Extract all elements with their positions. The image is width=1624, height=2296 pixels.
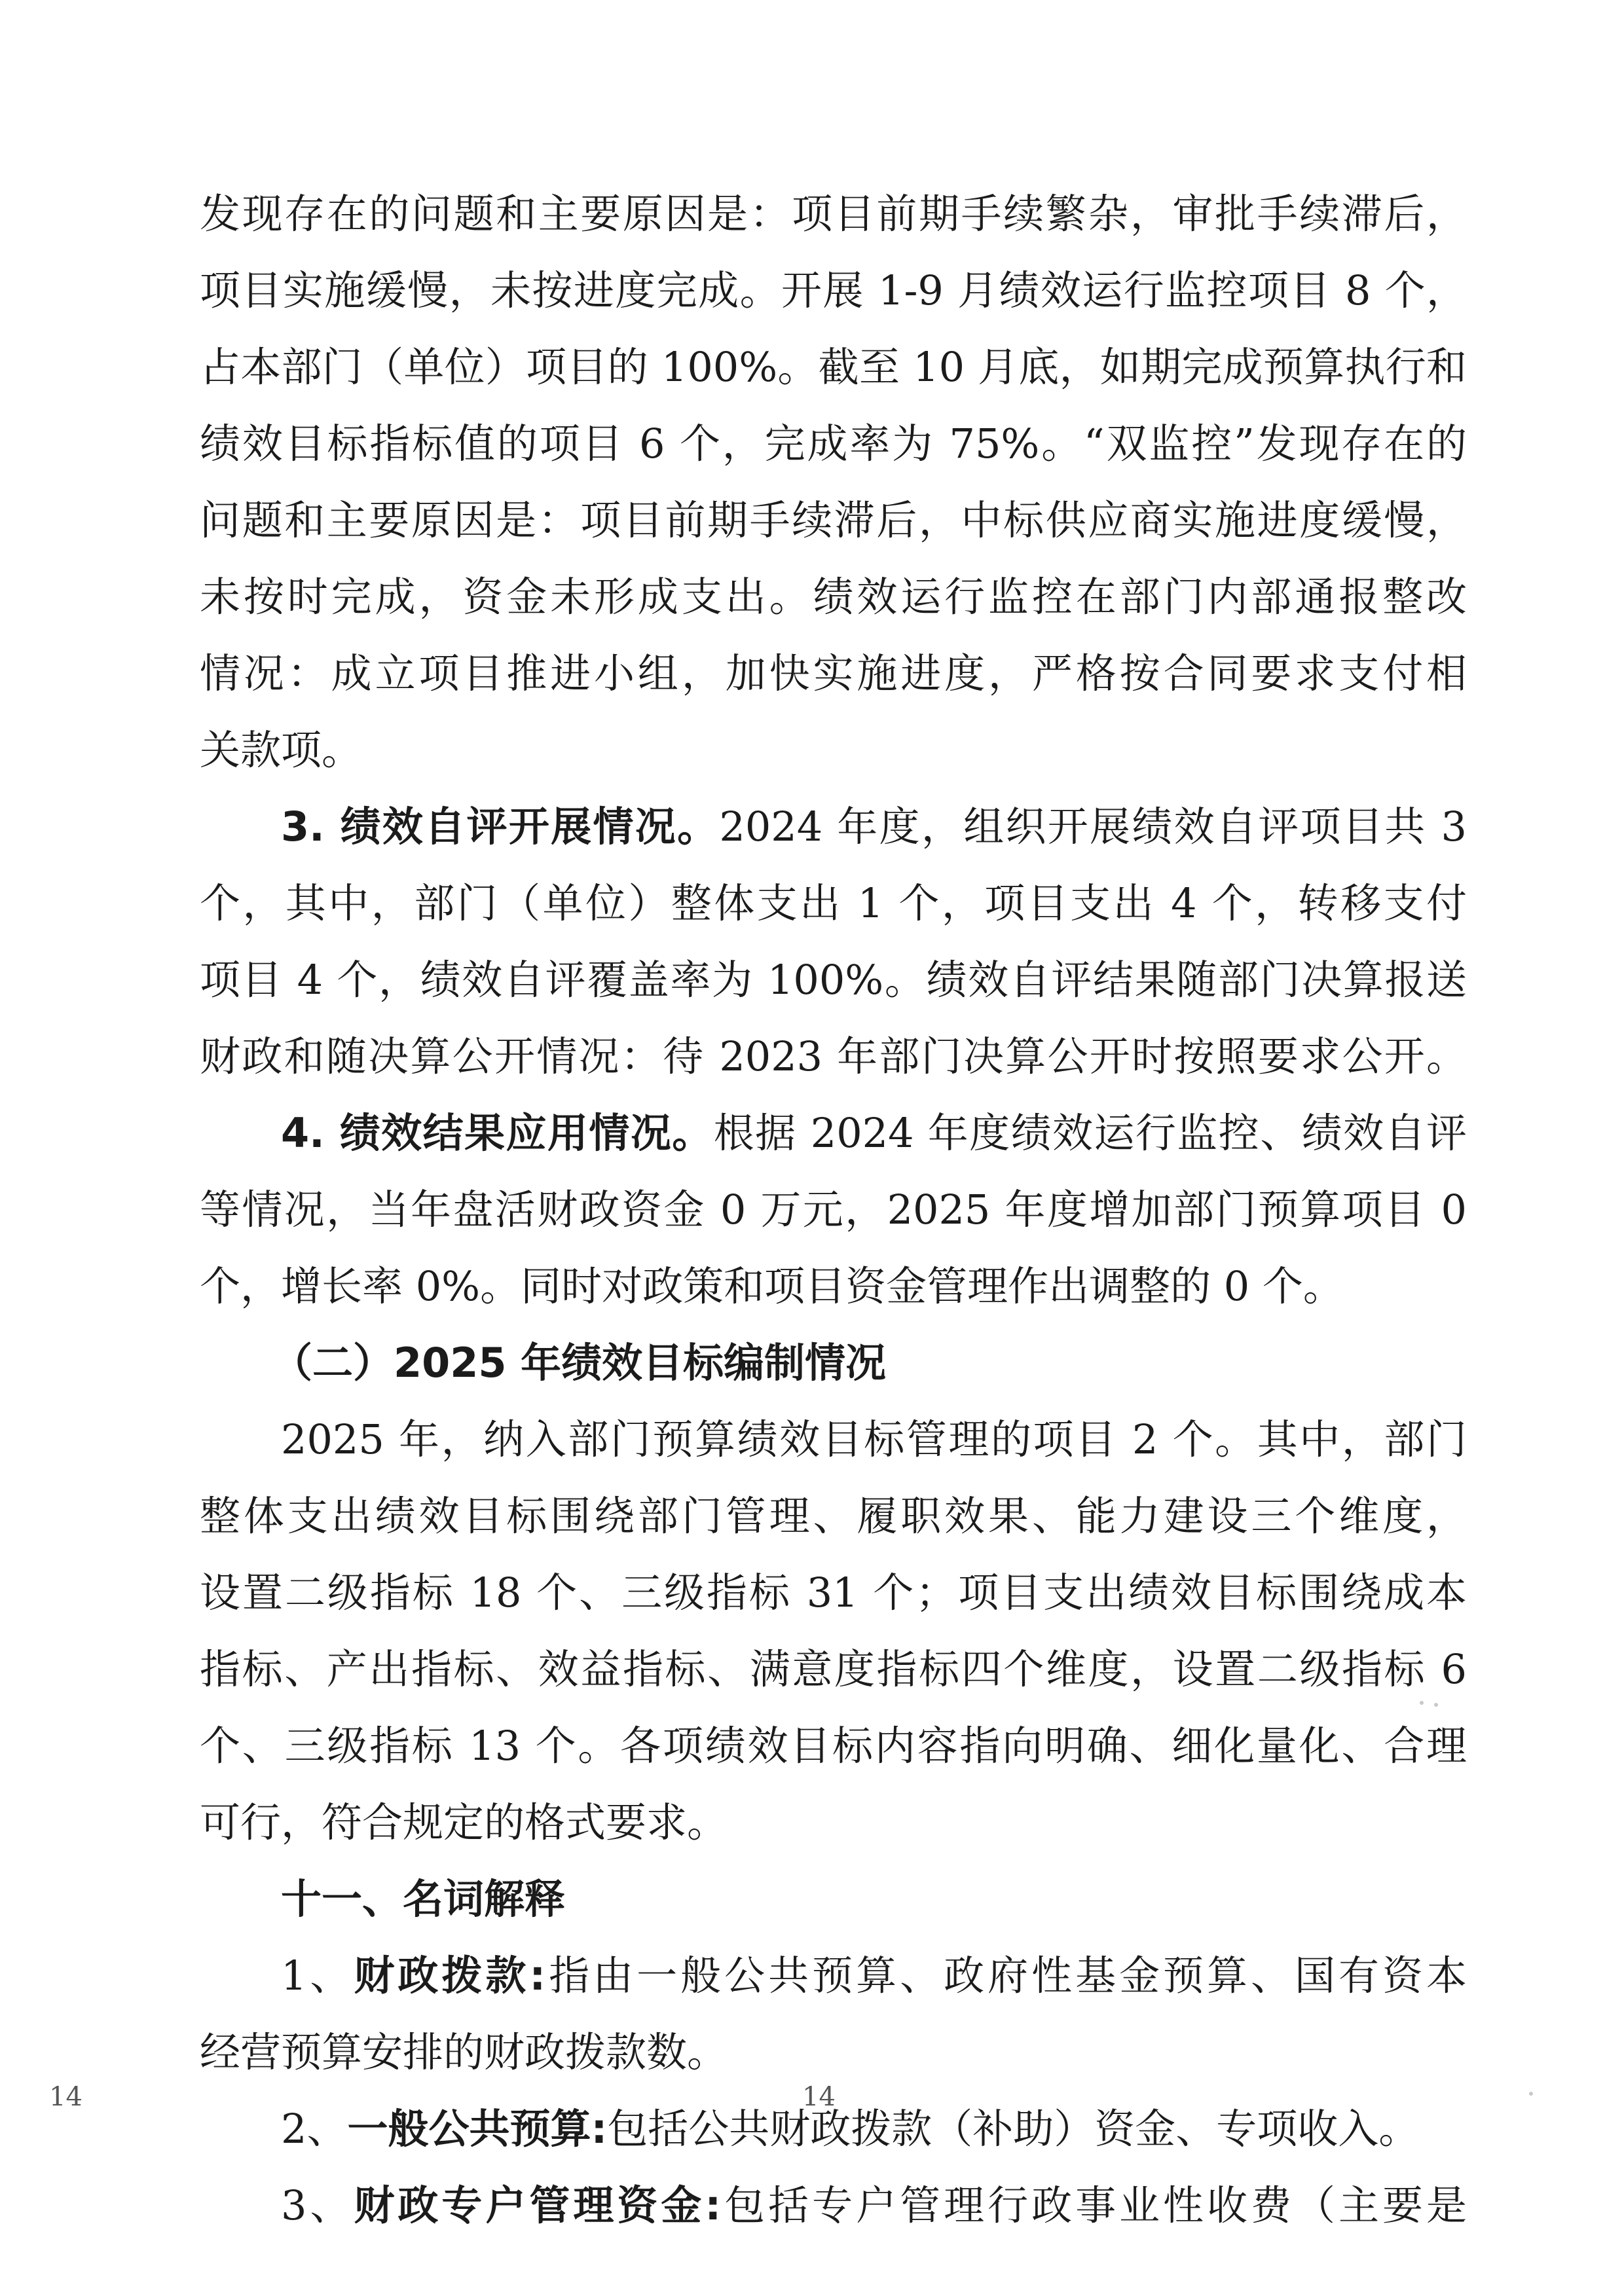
section-heading: 4. 绩效结果应用情况。 [281, 1109, 714, 1157]
text-span: 2024 年度，组织开展绩效自评项目共 3 [719, 803, 1467, 850]
text-line: 个，增长率 0%。同时对政策和项目资金管理作出调整的 0 个。 [200, 1262, 1344, 1310]
text-line: 财政和随决算公开情况：待 2023 年部门决算公开时按照要求公开。 [200, 1032, 1467, 1080]
text-span: 指由一般公共预算、政府性基金预算、国有资本 [545, 1952, 1467, 1999]
text-line: 2025 年，纳入部门预算绩效目标管理的项目 2 个。其中，部门 [281, 1415, 1467, 1463]
text-line: 绩效目标指标值的项目 6 个，完成率为 75%。“双监控”发现存在的 [200, 420, 1467, 467]
text-line: 经营预算安排的财政拨款数。 [200, 2028, 728, 2076]
paragraph-targets [200, 1401, 1467, 1861]
text-line: 项目实施缓慢，未按进度完成。开展 1-9 月绩效运行监控项目 8 个， [200, 266, 1467, 314]
text-line [200, 2167, 1467, 2244]
item-number: 1、 [281, 1952, 354, 1999]
text-line: 未按时完成，资金未形成支出。绩效运行监控在部门内部通报整改 [200, 573, 1467, 621]
section-heading: 3. 绩效自评开展情况。 [281, 803, 720, 850]
glossary-item-special-account [200, 2167, 1467, 2244]
paragraph-result-application [200, 1095, 1467, 1324]
scan-speck [1420, 1701, 1424, 1705]
page-number-left: 14 [49, 2082, 83, 2112]
text-line: 指标、产出指标、效益指标、满意度指标四个维度，设置二级指标 6 [200, 1645, 1467, 1693]
text-line: 等情况，当年盘活财政资金 0 万元，2025 年度增加部门预算项目 0 [200, 1186, 1467, 1233]
term-heading: 财政专户管理资金: [354, 2181, 722, 2229]
item-number: 3、 [281, 2181, 354, 2229]
scan-speck [1434, 1703, 1438, 1707]
text-line [200, 788, 1467, 865]
text-line: 情况：成立项目推进小组，加快实施进度，严格按合同要求支付相 [200, 649, 1467, 697]
section-heading-targets: （二）2025 年绩效目标编制情况 [272, 1339, 887, 1387]
text-line: 关款项。 [200, 726, 363, 774]
glossary-item-fiscal-allocation [200, 1937, 1467, 2090]
paragraph-monitoring [200, 175, 1467, 788]
item-number: 2、 [281, 2105, 348, 2153]
text-line [200, 1937, 1467, 2014]
document-body [200, 175, 1467, 2244]
text-line: 占本部门（单位）项目的 100%。截至 10 月底，如期完成预算执行和 [200, 343, 1467, 391]
text-span: 根据 2024 年度绩效运行监控、绩效自评 [713, 1109, 1467, 1157]
text-line: 个，其中，部门（单位）整体支出 1 个，项目支出 4 个，转移支付 [200, 879, 1467, 927]
text-span: 包括专户管理行政事业性收费（主要是 [721, 2181, 1467, 2229]
text-line: 个、三级指标 13 个。各项绩效目标内容指向明确、细化量化、合理 [200, 1722, 1467, 1770]
page-number-center: 14 [802, 2082, 836, 2112]
paragraph-self-evaluation [200, 788, 1467, 1095]
text-line: 整体支出绩效目标围绕部门管理、履职效果、能力建设三个维度， [200, 1492, 1467, 1540]
text-line: 设置二级指标 18 个、三级指标 31 个；项目支出绩效目标围绕成本 [200, 1569, 1467, 1616]
text-line: 可行，符合规定的格式要求。 [200, 1798, 728, 1846]
text-line [200, 1095, 1467, 1171]
text-line: 项目 4 个，绩效自评覆盖率为 100%。绩效自评结果随部门决算报送 [200, 956, 1467, 1004]
section-heading-glossary: 十一、名词解释 [281, 1875, 566, 1923]
term-heading: 一般公共预算: [347, 2105, 608, 2153]
text-line: 发现存在的问题和主要原因是：项目前期手续繁杂，审批手续滞后， [200, 190, 1467, 238]
text-span: 包括公共财政拨款（补助）资金、专项收入。 [607, 2105, 1420, 2153]
text-line: 问题和主要原因是：项目前期手续滞后，中标供应商实施进度缓慢， [200, 496, 1467, 544]
term-heading: 财政拨款: [354, 1952, 546, 1999]
scan-speck [1529, 2092, 1533, 2096]
